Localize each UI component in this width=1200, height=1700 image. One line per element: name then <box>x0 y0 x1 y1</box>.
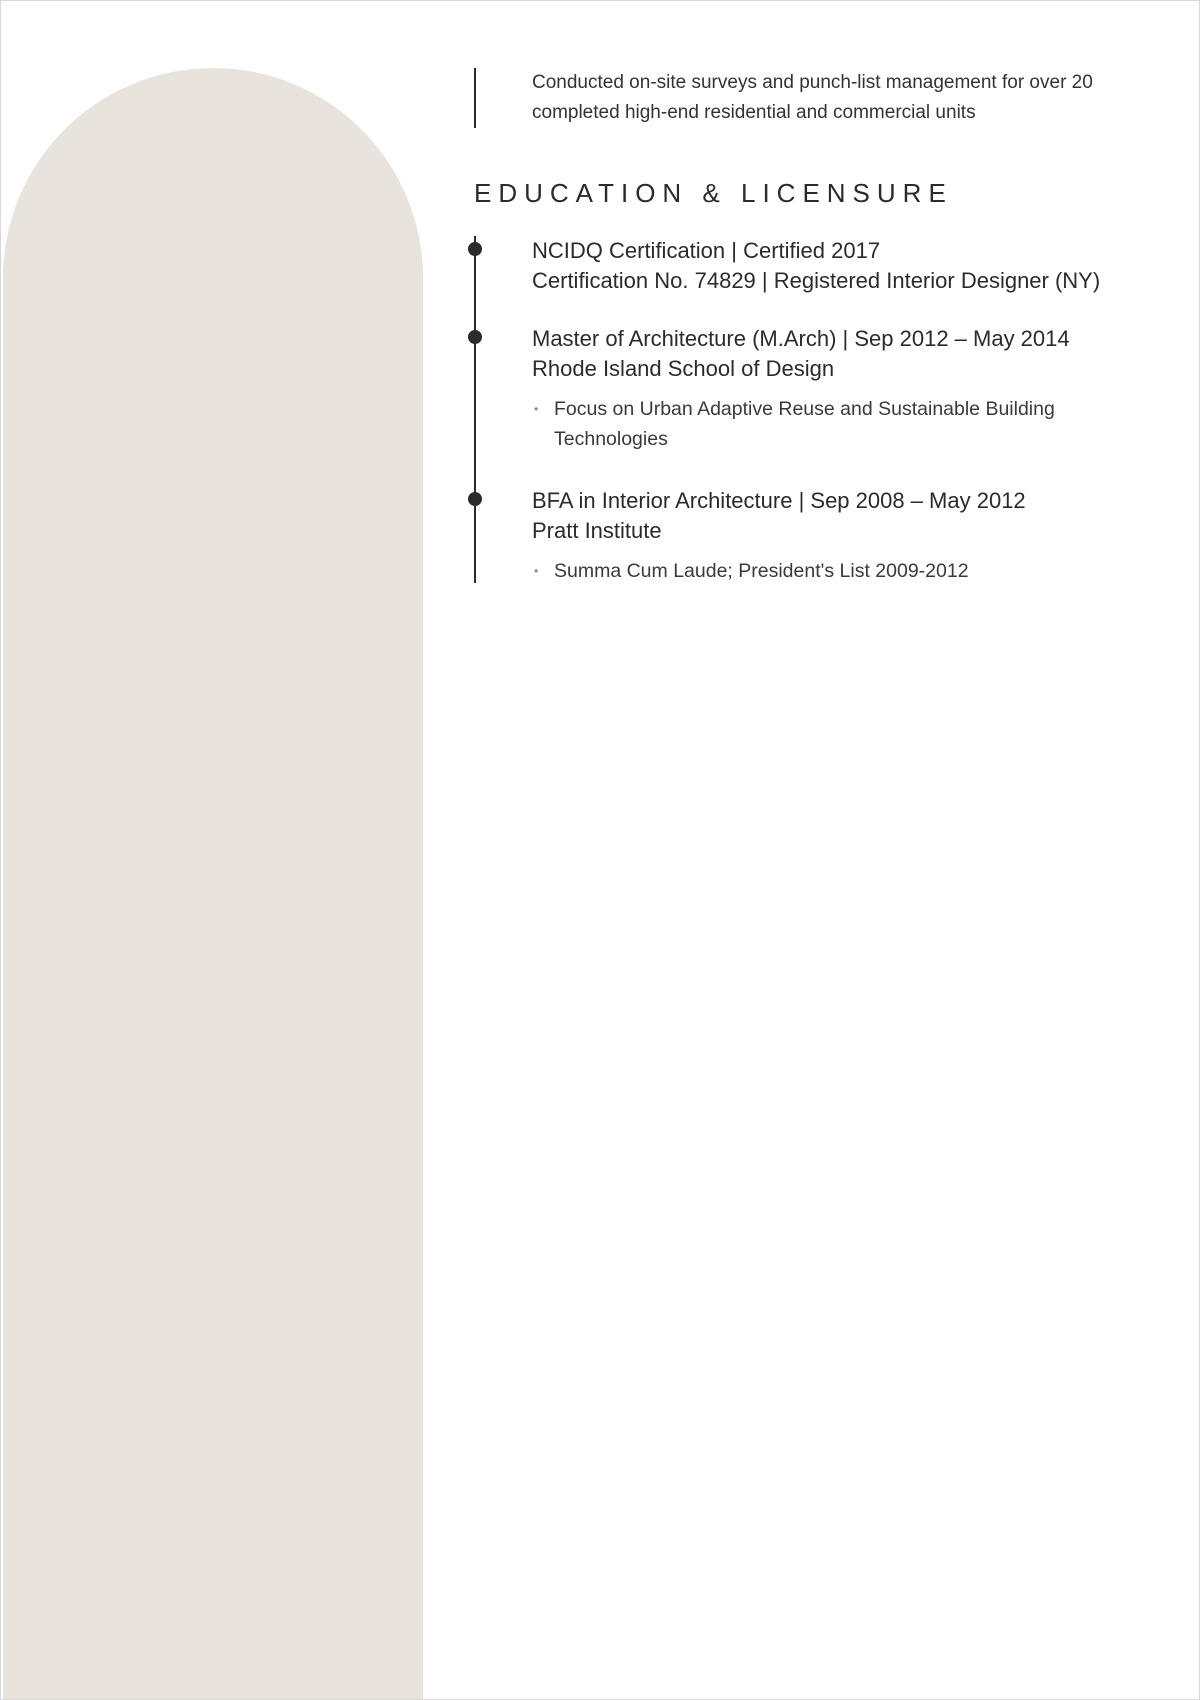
previous-entry-continuation <box>474 68 1176 128</box>
section-title: EDUCATION & LICENSURE <box>474 178 953 208</box>
bullet-dot-icon: • <box>534 564 539 578</box>
timeline-dot-icon <box>468 330 482 344</box>
education-timeline <box>474 236 1176 583</box>
entry-bullet-list <box>532 394 1092 454</box>
entry-subheading: Certification No. 74829 | Registered Interior Designer (NY) <box>532 268 1101 293</box>
list-item <box>532 556 1092 586</box>
timeline-dot-icon <box>468 242 482 256</box>
decorative-arch-panel <box>3 68 423 1699</box>
entry-subheading: Rhode Island School of Design <box>532 356 835 381</box>
entry-heading: BFA in Interior Architecture | Sep 2008 – May 2012 <box>532 488 1026 513</box>
bullet-text: Summa Cum Laude; President's List 2009-2012 <box>554 560 969 582</box>
previous-entry-bullet-text: Conducted on-site surveys and punch-list management for over 20 completed high-end residential and commercial units <box>532 72 1093 123</box>
entry-heading: NCIDQ Certification | Certified 2017 <box>532 238 881 263</box>
entry-heading: Master of Architecture (M.Arch) | Sep 2012 – May 2014 <box>532 326 1070 351</box>
bullet-dot-icon: • <box>534 402 539 416</box>
timeline-dot-icon <box>468 492 482 506</box>
entry-subheading: Pratt Institute <box>532 518 662 543</box>
list-item <box>532 394 1092 454</box>
entry-bullet-list <box>532 556 1092 586</box>
bullet-text: Focus on Urban Adaptive Reuse and Sustainable Building Technologies <box>554 398 1055 450</box>
